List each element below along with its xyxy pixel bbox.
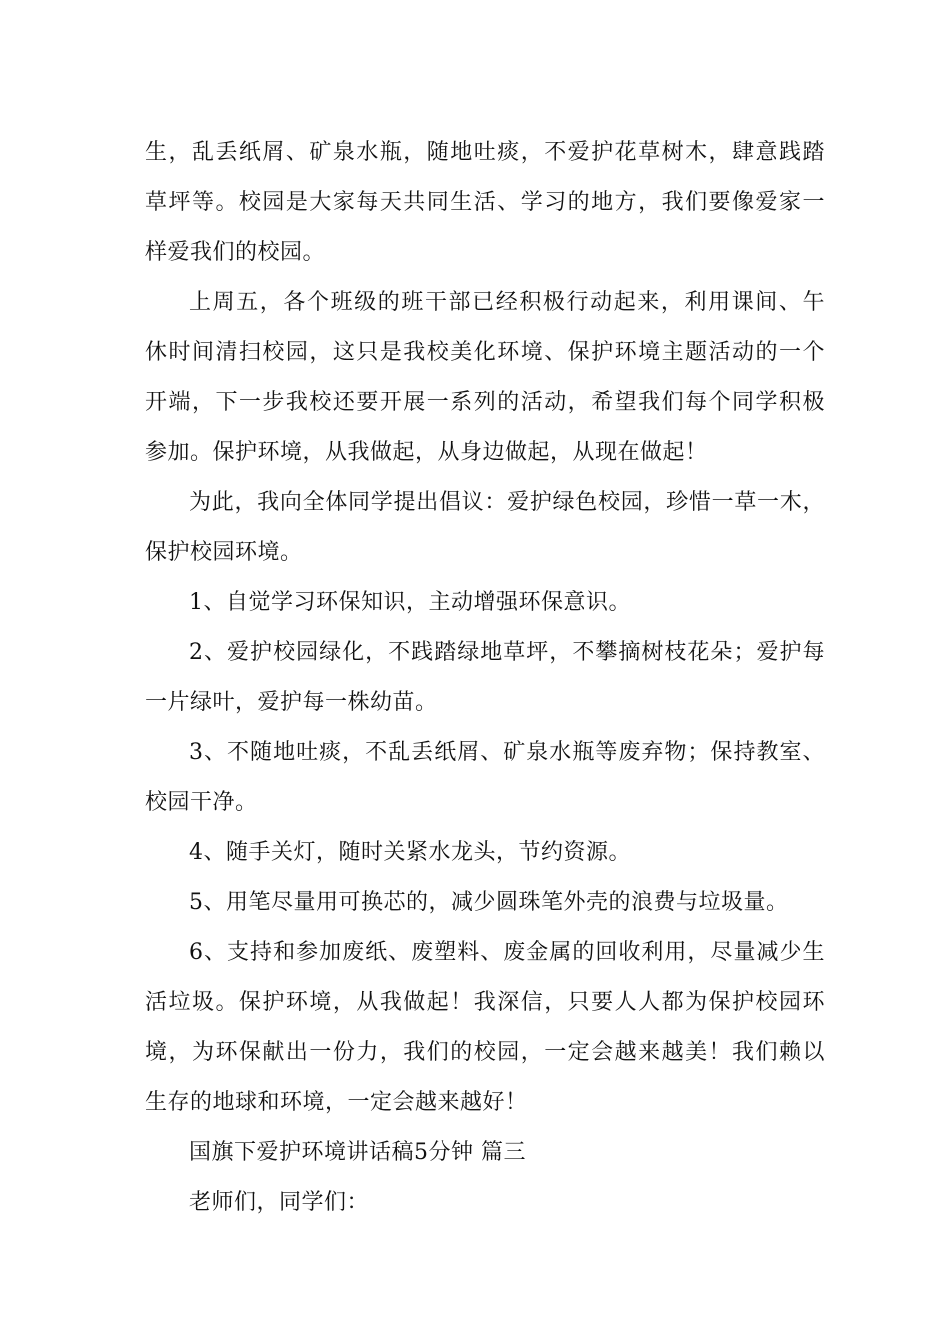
text-line: 3、不随地吐痰，不乱丢纸屑、矿泉水瓶等废弃物；保持教室、	[189, 740, 825, 765]
text-line: 草坪等。校园是大家每天共同生活、学习的地方，我们要像爱家一	[145, 190, 825, 215]
text-line: 5、用笔尽量用可换芯的，减少圆珠笔外壳的浪费与垃圾量。	[189, 890, 789, 915]
text-line: 活垃圾。保护环境，从我做起！我深信，只要人人都为保护校园环	[145, 990, 825, 1015]
text-line: 样爱我们的校园。	[145, 240, 326, 265]
text-line: 境，为环保献出一份力，我们的校园，一定会越来越美！我们赖以	[145, 1040, 825, 1065]
text-line: 为此，我向全体同学提出倡议：爱护绿色校园，珍惜一草一木，	[189, 490, 825, 515]
text-line: 6、支持和参加废纸、废塑料、废金属的回收利用，尽量减少生	[189, 940, 825, 965]
text-line: 生，乱丢纸屑、矿泉水瓶，随地吐痰，不爱护花草树木，肆意践踏	[145, 140, 825, 165]
text-line: 上周五，各个班级的班干部已经积极行动起来，利用课间、午	[189, 290, 825, 315]
text-line: 保护校园环境。	[145, 540, 303, 565]
text-line: 1、自觉学习环保知识，主动增强环保意识。	[189, 590, 631, 615]
text-line: 校园干净。	[145, 790, 258, 815]
text-line: 国旗下爱护环境讲话稿5分钟 篇三	[189, 1140, 526, 1165]
text-line: 2、爱护校园绿化，不践踏绿地草坪，不攀摘树枝花朵；爱护每	[189, 640, 825, 665]
text-line: 休时间清扫校园，这只是我校美化环境、保护环境主题活动的一个	[145, 340, 825, 365]
document-body	[145, 128, 825, 1228]
text-line: 开端，下一步我校还要开展一系列的活动，希望我们每个同学积极	[145, 390, 825, 415]
text-line: 参加。保护环境，从我做起，从身边做起，从现在做起！	[145, 440, 708, 465]
text-line: 4、随手关灯，随时关紧水龙头，节约资源。	[189, 840, 631, 865]
text-line: 老师们，同学们：	[189, 1190, 370, 1215]
text-line: 一片绿叶，爱护每一株幼苗。	[145, 690, 438, 715]
text-line: 生存的地球和环境，一定会越来越好！	[145, 1090, 528, 1115]
